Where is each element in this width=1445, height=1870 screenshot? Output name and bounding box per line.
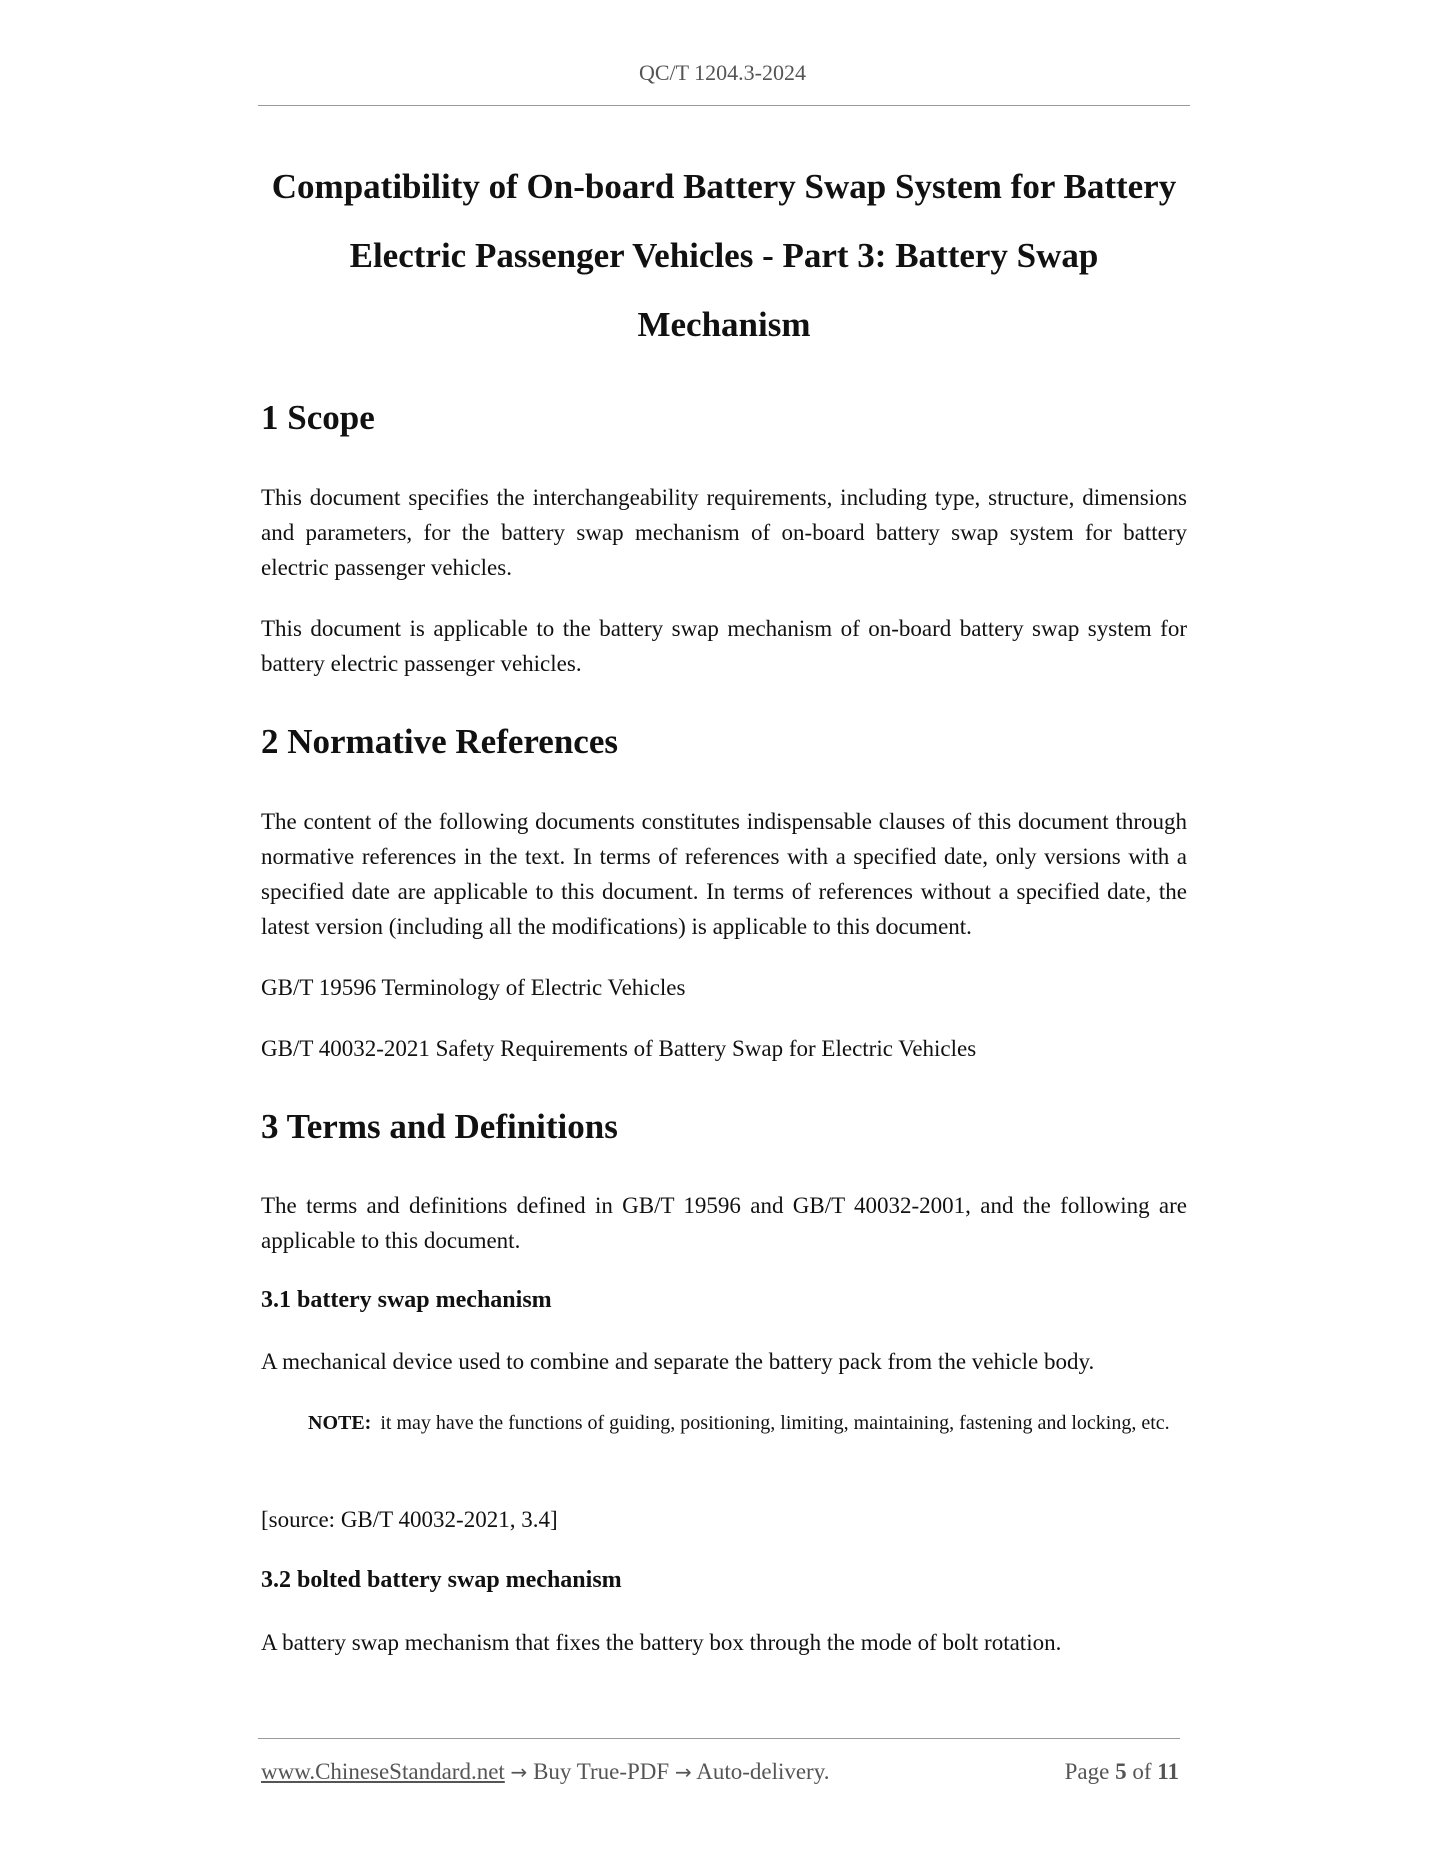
term-definition-3-1: A mechanical device used to combine and separate the battery pack from the vehicle body. bbox=[261, 1349, 1095, 1374]
page-current: 5 bbox=[1115, 1759, 1127, 1784]
reference-item-gbt-40032: GB/T 40032-2021 Safety Requirements of Battery Swap for Electric Vehicles bbox=[261, 1036, 977, 1061]
section-heading-terms-and-definitions: 3 Terms and Definitions bbox=[261, 1107, 618, 1146]
standard-code-header: QC/T 1204.3-2024 bbox=[638, 60, 807, 85]
terms-intro-paragraph: The terms and definitions defined in GB/T 19596 and GB/T 40032-2001, and the following are applicable to this document. bbox=[261, 1193, 1187, 1253]
note-label: NOTE: bbox=[308, 1412, 372, 1434]
arrow-right-icon: → bbox=[510, 1760, 528, 1784]
note-text: it may have the functions of guiding, positioning, limiting, maintaining, fastening and locking, etc. bbox=[380, 1412, 1170, 1434]
page-of-label: of bbox=[1132, 1759, 1152, 1784]
arrow-right-icon: → bbox=[674, 1760, 692, 1784]
page-total: 11 bbox=[1157, 1759, 1179, 1784]
term-heading-3-2: 3.2 bolted battery swap mechanism bbox=[261, 1567, 622, 1593]
term-definition-3-2: A battery swap mechanism that fixes the battery box through the mode of bolt rotation. bbox=[261, 1630, 1062, 1655]
auto-delivery-text: Auto-delivery. bbox=[696, 1759, 830, 1784]
page-label: Page bbox=[1064, 1759, 1110, 1784]
header-divider bbox=[258, 105, 1190, 106]
title-line-1: Compatibility of On-board Battery Swap System for Battery bbox=[271, 167, 1177, 206]
term-note-3-1 bbox=[308, 1406, 1187, 1440]
normative-references-paragraph: The content of the following documents constitutes indispensable clauses of this document through normative references in the text. In terms of references with a specified date, only versions with a specified date are applicable to this document. In terms of references without a specified date, the latest version (including all the modifications) is applicable to this document. bbox=[261, 809, 1187, 939]
section-heading-normative-references: 2 Normative References bbox=[261, 722, 618, 761]
term-source-3-1: [source: GB/T 40032-2021, 3.4] bbox=[261, 1507, 558, 1532]
term-heading-3-1: 3.1 battery swap mechanism bbox=[261, 1287, 552, 1313]
title-line-3: Mechanism bbox=[637, 305, 811, 344]
title-line-2: Electric Passenger Vehicles - Part 3: Battery Swap bbox=[349, 236, 1099, 275]
page-indicator bbox=[1065, 1755, 1179, 1789]
footer-divider bbox=[258, 1738, 1180, 1739]
buy-true-pdf-text: Buy True-PDF bbox=[533, 1759, 670, 1784]
reference-item-gbt-19596: GB/T 19596 Terminology of Electric Vehicles bbox=[261, 975, 686, 1000]
chinesestandard-link[interactable]: www.ChineseStandard.net bbox=[261, 1759, 505, 1784]
section-heading-scope: 1 Scope bbox=[261, 398, 375, 437]
document-title bbox=[258, 152, 1190, 359]
footer-promo bbox=[261, 1755, 829, 1789]
scope-paragraph-2: This document is applicable to the battery swap mechanism of on-board battery swap system for battery electric passenger vehicles. bbox=[261, 616, 1187, 676]
scope-paragraph-1: This document specifies the interchangeability requirements, including type, structure, dimensions and parameters, for the battery swap mechanism of on-board battery swap system for battery electric passenger vehicles. bbox=[261, 485, 1187, 580]
